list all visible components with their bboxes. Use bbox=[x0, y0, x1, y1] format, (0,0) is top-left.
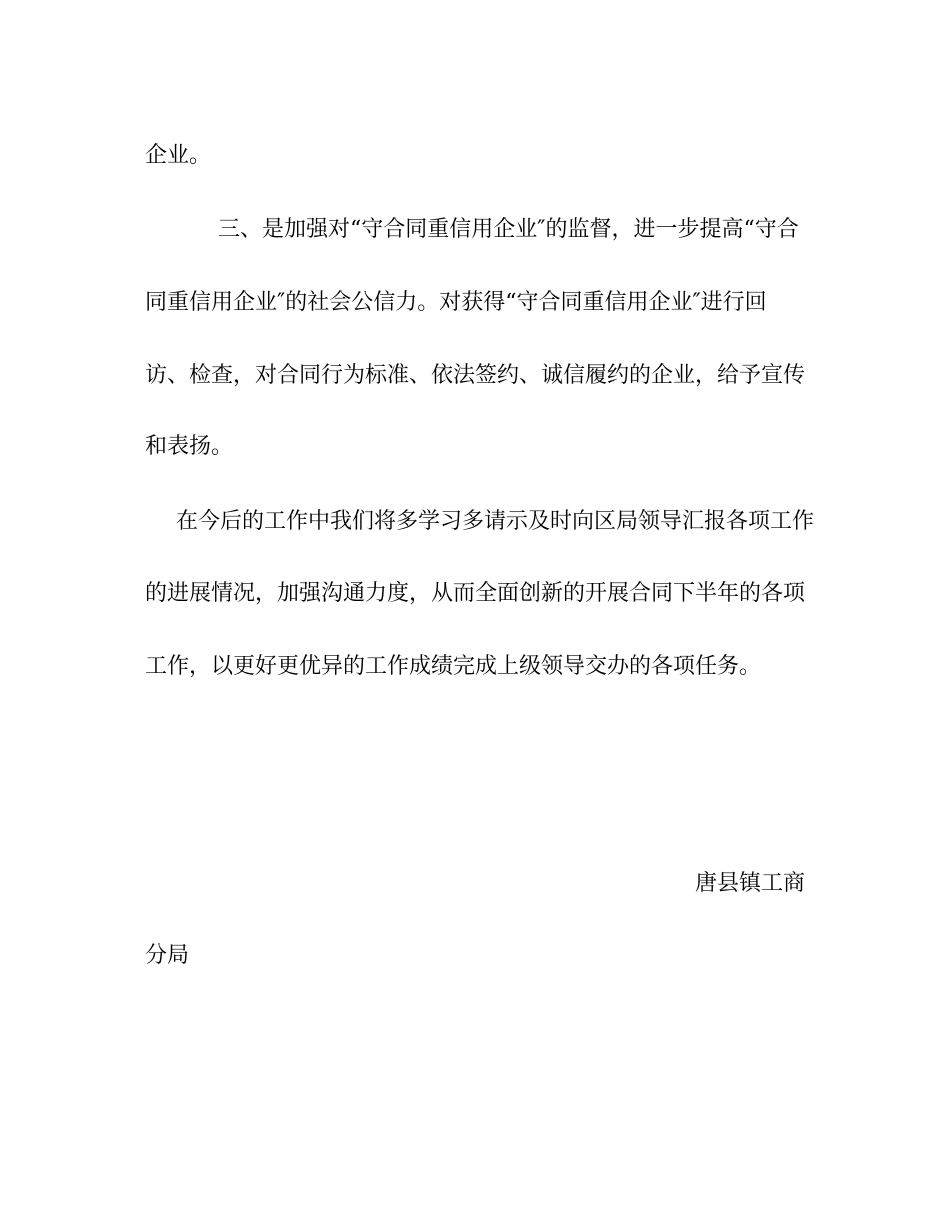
signature-line-2: 分局 bbox=[145, 943, 190, 968]
text-line-1: 企业。 bbox=[145, 143, 212, 168]
text-line-3: 同重信用企业″的社会公信力。对获得“守合同重信用企业″进行回 bbox=[145, 290, 767, 315]
text-line-5: 和表扬。 bbox=[145, 434, 234, 459]
text-line-6: 在今后的工作中我们将多学习多请示及时向区局领导汇报各项工作 bbox=[176, 509, 815, 534]
text-line-2: 三、是加强对“守合同重信用企业″的监督，进一步提高“守合 bbox=[218, 217, 799, 242]
text-line-4: 访、检查，对合同行为标准、依法签约、诚信履约的企业，给予宣传 bbox=[145, 363, 806, 388]
text-line-7: 的进展情况，加强沟通力度，从而全面创新的开展合同下半年的各项 bbox=[145, 581, 806, 606]
signature-line-1: 唐县镇工商 bbox=[694, 871, 805, 896]
text-line-8: 工作，以更好更优异的工作成绩完成上级领导交办的各项任务。 bbox=[145, 654, 762, 679]
